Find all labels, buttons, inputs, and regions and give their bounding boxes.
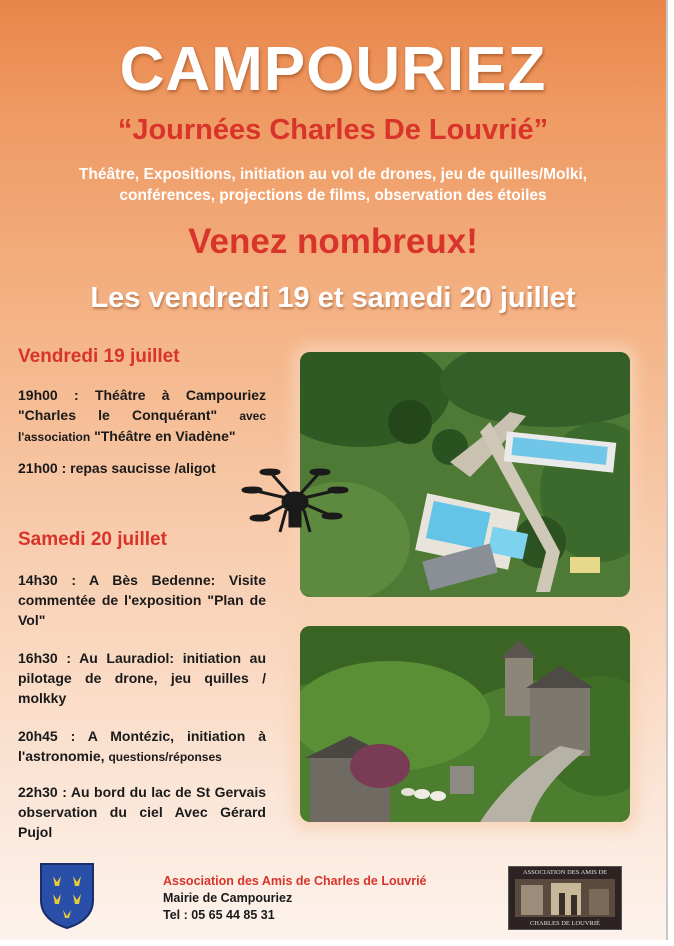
event-item: [18, 570, 266, 630]
friday-heading: Vendredi 19 juillet: [18, 346, 180, 367]
drone-icon: [240, 460, 350, 550]
activities-line: conférences, projections de films, observation des étoiles: [119, 187, 547, 204]
footer-contact: [163, 873, 427, 924]
event-item: [18, 782, 266, 842]
event-dates: Les vendredi 19 et samedi 20 juillet: [90, 282, 576, 314]
association-logo: [508, 866, 622, 930]
event-item: [18, 648, 266, 708]
poster-title: CAMPOURIEZ: [119, 35, 547, 104]
mairie-name: Mairie de Campouriez: [163, 891, 293, 905]
event-item: [18, 726, 266, 767]
event-text: "Théâtre en Viadène": [94, 428, 236, 444]
event-text: : Au bord du lac de St Gervais observation du ciel Avec Gérard Pujol: [18, 784, 266, 840]
event-item: [18, 458, 266, 478]
activities-list: [20, 164, 646, 206]
event-time: 16h30: [18, 650, 58, 666]
event-item: [18, 385, 266, 447]
event-time: 21h00: [18, 460, 58, 476]
event-text: : A Montézic, initiation à l'astronomie,: [18, 728, 266, 764]
village-photo: [300, 626, 630, 822]
event-extra: questions/réponses: [108, 750, 222, 764]
event-text: : repas saucisse /aligot: [61, 460, 216, 476]
event-time: 20h45: [18, 728, 58, 744]
phone-number: Tel : 05 65 44 85 31: [163, 908, 275, 922]
saturday-heading: Samedi 20 juillet: [18, 529, 167, 550]
logo-top-text: ASSOCIATION DES AMIS DE: [522, 869, 608, 876]
logo-bottom-text: CHARLES DE LOUVRIÉ: [529, 920, 601, 927]
association-name: Association des Amis de Charles de Louvrié: [163, 874, 427, 888]
logo-scene-icon: [515, 879, 615, 917]
event-text: : A Bès Bedenne: Visite commentée de l'exposition "Plan de Vol": [18, 572, 267, 628]
event-time: 14h30: [18, 572, 58, 588]
poster-subtitle: “Journées Charles De Louvrié”: [117, 114, 549, 146]
village-photo-art: [300, 626, 630, 822]
event-time: 22h30: [18, 784, 58, 800]
event-text: : Théâtre à Campouriez "Charles le Conquérant": [18, 387, 266, 423]
campouriez-crest-icon: [39, 862, 95, 930]
event-time: 19h00: [18, 387, 58, 403]
call-to-action: Venez nombreux!: [188, 222, 478, 261]
activities-line: Théâtre, Expositions, initiation au vol de drones, jeu de quilles/Molki,: [78, 166, 588, 183]
event-extra: l'association: [18, 430, 91, 444]
event-extra: avec: [239, 409, 267, 423]
event-text: : Au Lauradiol: initiation au pilotage de drone, jeu quilles / molkky: [18, 650, 267, 706]
